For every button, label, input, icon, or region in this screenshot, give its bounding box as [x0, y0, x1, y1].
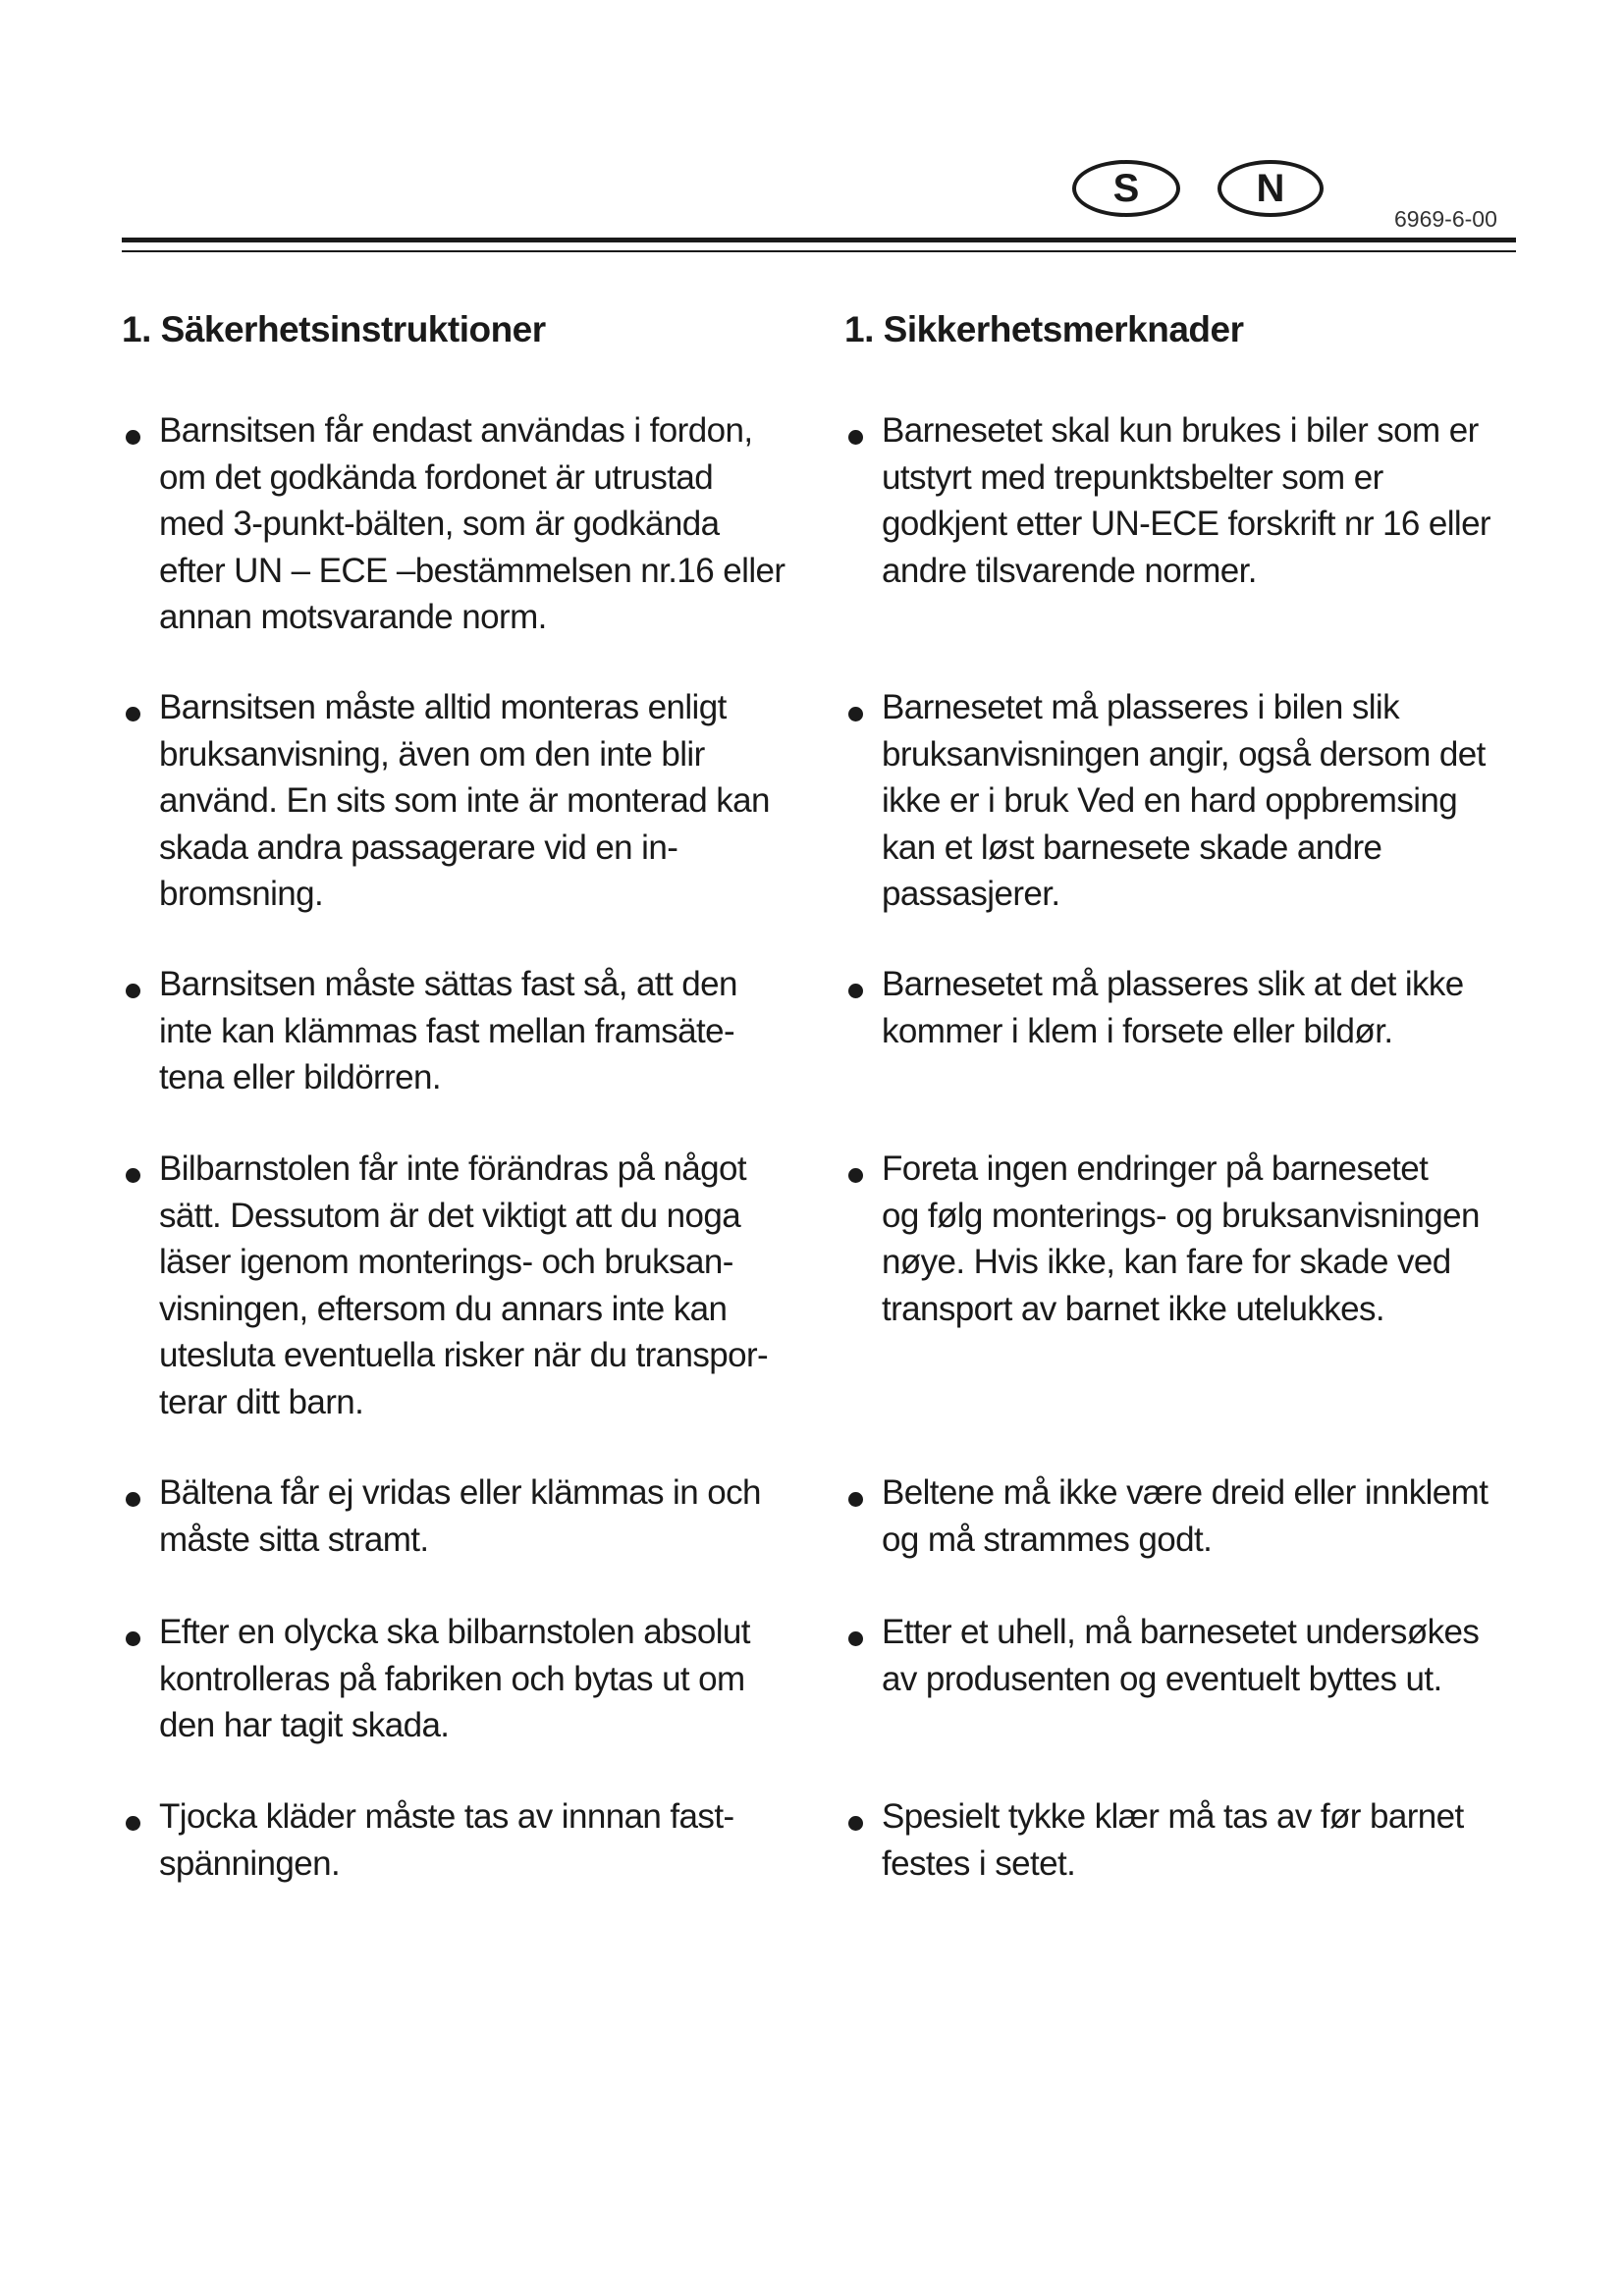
- bullet-icon: [848, 1816, 863, 1831]
- swedish-heading: 1. Säkerhetsinstruktioner: [122, 309, 546, 349]
- language-badge-norwegian: [1218, 160, 1324, 217]
- bullet-icon: [848, 1168, 863, 1183]
- swedish-item-1: [122, 407, 799, 641]
- norwegian-item-2-text: Barnesetet må plasseres i bilen slik bruksanvisningen angir, også dersom det ikke er i bruk Ved en hard oppbremsing kan et løst barnesete skade andre passasjerer.: [882, 688, 1486, 913]
- swedish-item-1-text: Barnsitsen får endast användas i fordon, om det godkända fordonet är utrustad med 3-punkt-bälten, som är godkända efter UN – ECE –bestämmelsen nr.16 eller annan motsvarande norm.: [159, 411, 785, 636]
- swedish-item-2: [122, 684, 799, 918]
- page-header: [0, 0, 1624, 265]
- swedish-column: [122, 306, 799, 1883]
- swedish-item-7-text: Tjocka kläder måste tas av innnan fast- spänningen.: [159, 1797, 734, 1883]
- bullet-icon: [126, 707, 140, 721]
- swedish-item-3-text: Barnsitsen måste sättas fast så, att den inte kan klämmas fast mellan framsäte- tena eller bildörren.: [159, 965, 737, 1096]
- header-rule-thin: [122, 250, 1516, 252]
- swedish-item-7: [122, 1793, 799, 1887]
- norwegian-item-3-text: Barnesetet må plasseres slik at det ikke kommer i klem i forsete eller bildør.: [882, 965, 1464, 1050]
- swedish-item-4-text: Bilbarnstolen får inte förändras på något sätt. Dessutom är det viktigt att du noga läser igenom monterings- och bruksan- visningen, eftersom du annars inte kan utesluta eventuella risker när du transpor- terar ditt barn.: [159, 1149, 769, 1421]
- bullet-icon: [848, 1492, 863, 1507]
- bullet-icon: [126, 1168, 140, 1183]
- bullet-icon: [126, 1631, 140, 1646]
- swedish-item-2-text: Barnsitsen måste alltid monteras enligt bruksanvisning, även om den inte blir använd. En sits som inte är monterad kan skada andra passagerare vid en in- bromsning.: [159, 688, 770, 913]
- norwegian-item-7: [844, 1793, 1532, 1887]
- norwegian-heading: 1. Sikkerhetsmerknader: [844, 309, 1244, 349]
- bullet-icon: [126, 430, 140, 445]
- language-badge-swedish: [1072, 160, 1180, 217]
- norwegian-item-3: [844, 961, 1532, 1054]
- header-rule-thick: [122, 238, 1516, 242]
- norwegian-item-4: [844, 1146, 1532, 1332]
- bullet-icon: [126, 1492, 140, 1507]
- bullet-icon: [126, 984, 140, 998]
- swedish-item-6: [122, 1609, 799, 1749]
- norwegian-item-6: [844, 1609, 1532, 1702]
- swedish-item-5: [122, 1469, 799, 1563]
- norwegian-item-7-text: Spesielt tykke klær må tas av før barnet festes i setet.: [882, 1797, 1464, 1883]
- norwegian-item-4-text: Foreta ingen endringer på barnesetet og følg monterings- og bruksanvisningen nøye. Hvis ikke, kan fare for skade ved transport av barnet ikke utelukkes.: [882, 1149, 1480, 1328]
- language-badge-swedish-label: S: [1112, 166, 1140, 210]
- norwegian-item-1: [844, 407, 1532, 594]
- norwegian-column: [844, 306, 1532, 1883]
- swedish-item-6-text: Efter en olycka ska bilbarnstolen absolut kontrolleras på fabriken och bytas ut om den har tagit skada.: [159, 1613, 750, 1744]
- swedish-item-5-text: Bältena får ej vridas eller klämmas in och måste sitta stramt.: [159, 1473, 761, 1559]
- bullet-icon: [848, 984, 863, 998]
- bullet-icon: [848, 430, 863, 445]
- norwegian-item-2: [844, 684, 1532, 918]
- bullet-icon: [126, 1816, 140, 1831]
- document-code: 6969-6-00: [1394, 206, 1497, 232]
- norwegian-item-5: [844, 1469, 1532, 1563]
- norwegian-item-5-text: Beltene må ikke være dreid eller innklemt og må strammes godt.: [882, 1473, 1489, 1559]
- norwegian-item-6-text: Etter et uhell, må barnesetet undersøkes av produsenten og eventuelt byttes ut.: [882, 1613, 1480, 1698]
- bullet-icon: [848, 1631, 863, 1646]
- norwegian-item-1-text: Barnesetet skal kun brukes i biler som er utstyrt med trepunktsbelter som er godkjent etter UN-ECE forskrift nr 16 eller andre tilsvarende normer.: [882, 411, 1490, 590]
- swedish-item-3: [122, 961, 799, 1101]
- swedish-item-4: [122, 1146, 799, 1425]
- bullet-icon: [848, 707, 863, 721]
- language-badge-norwegian-label: N: [1256, 166, 1285, 210]
